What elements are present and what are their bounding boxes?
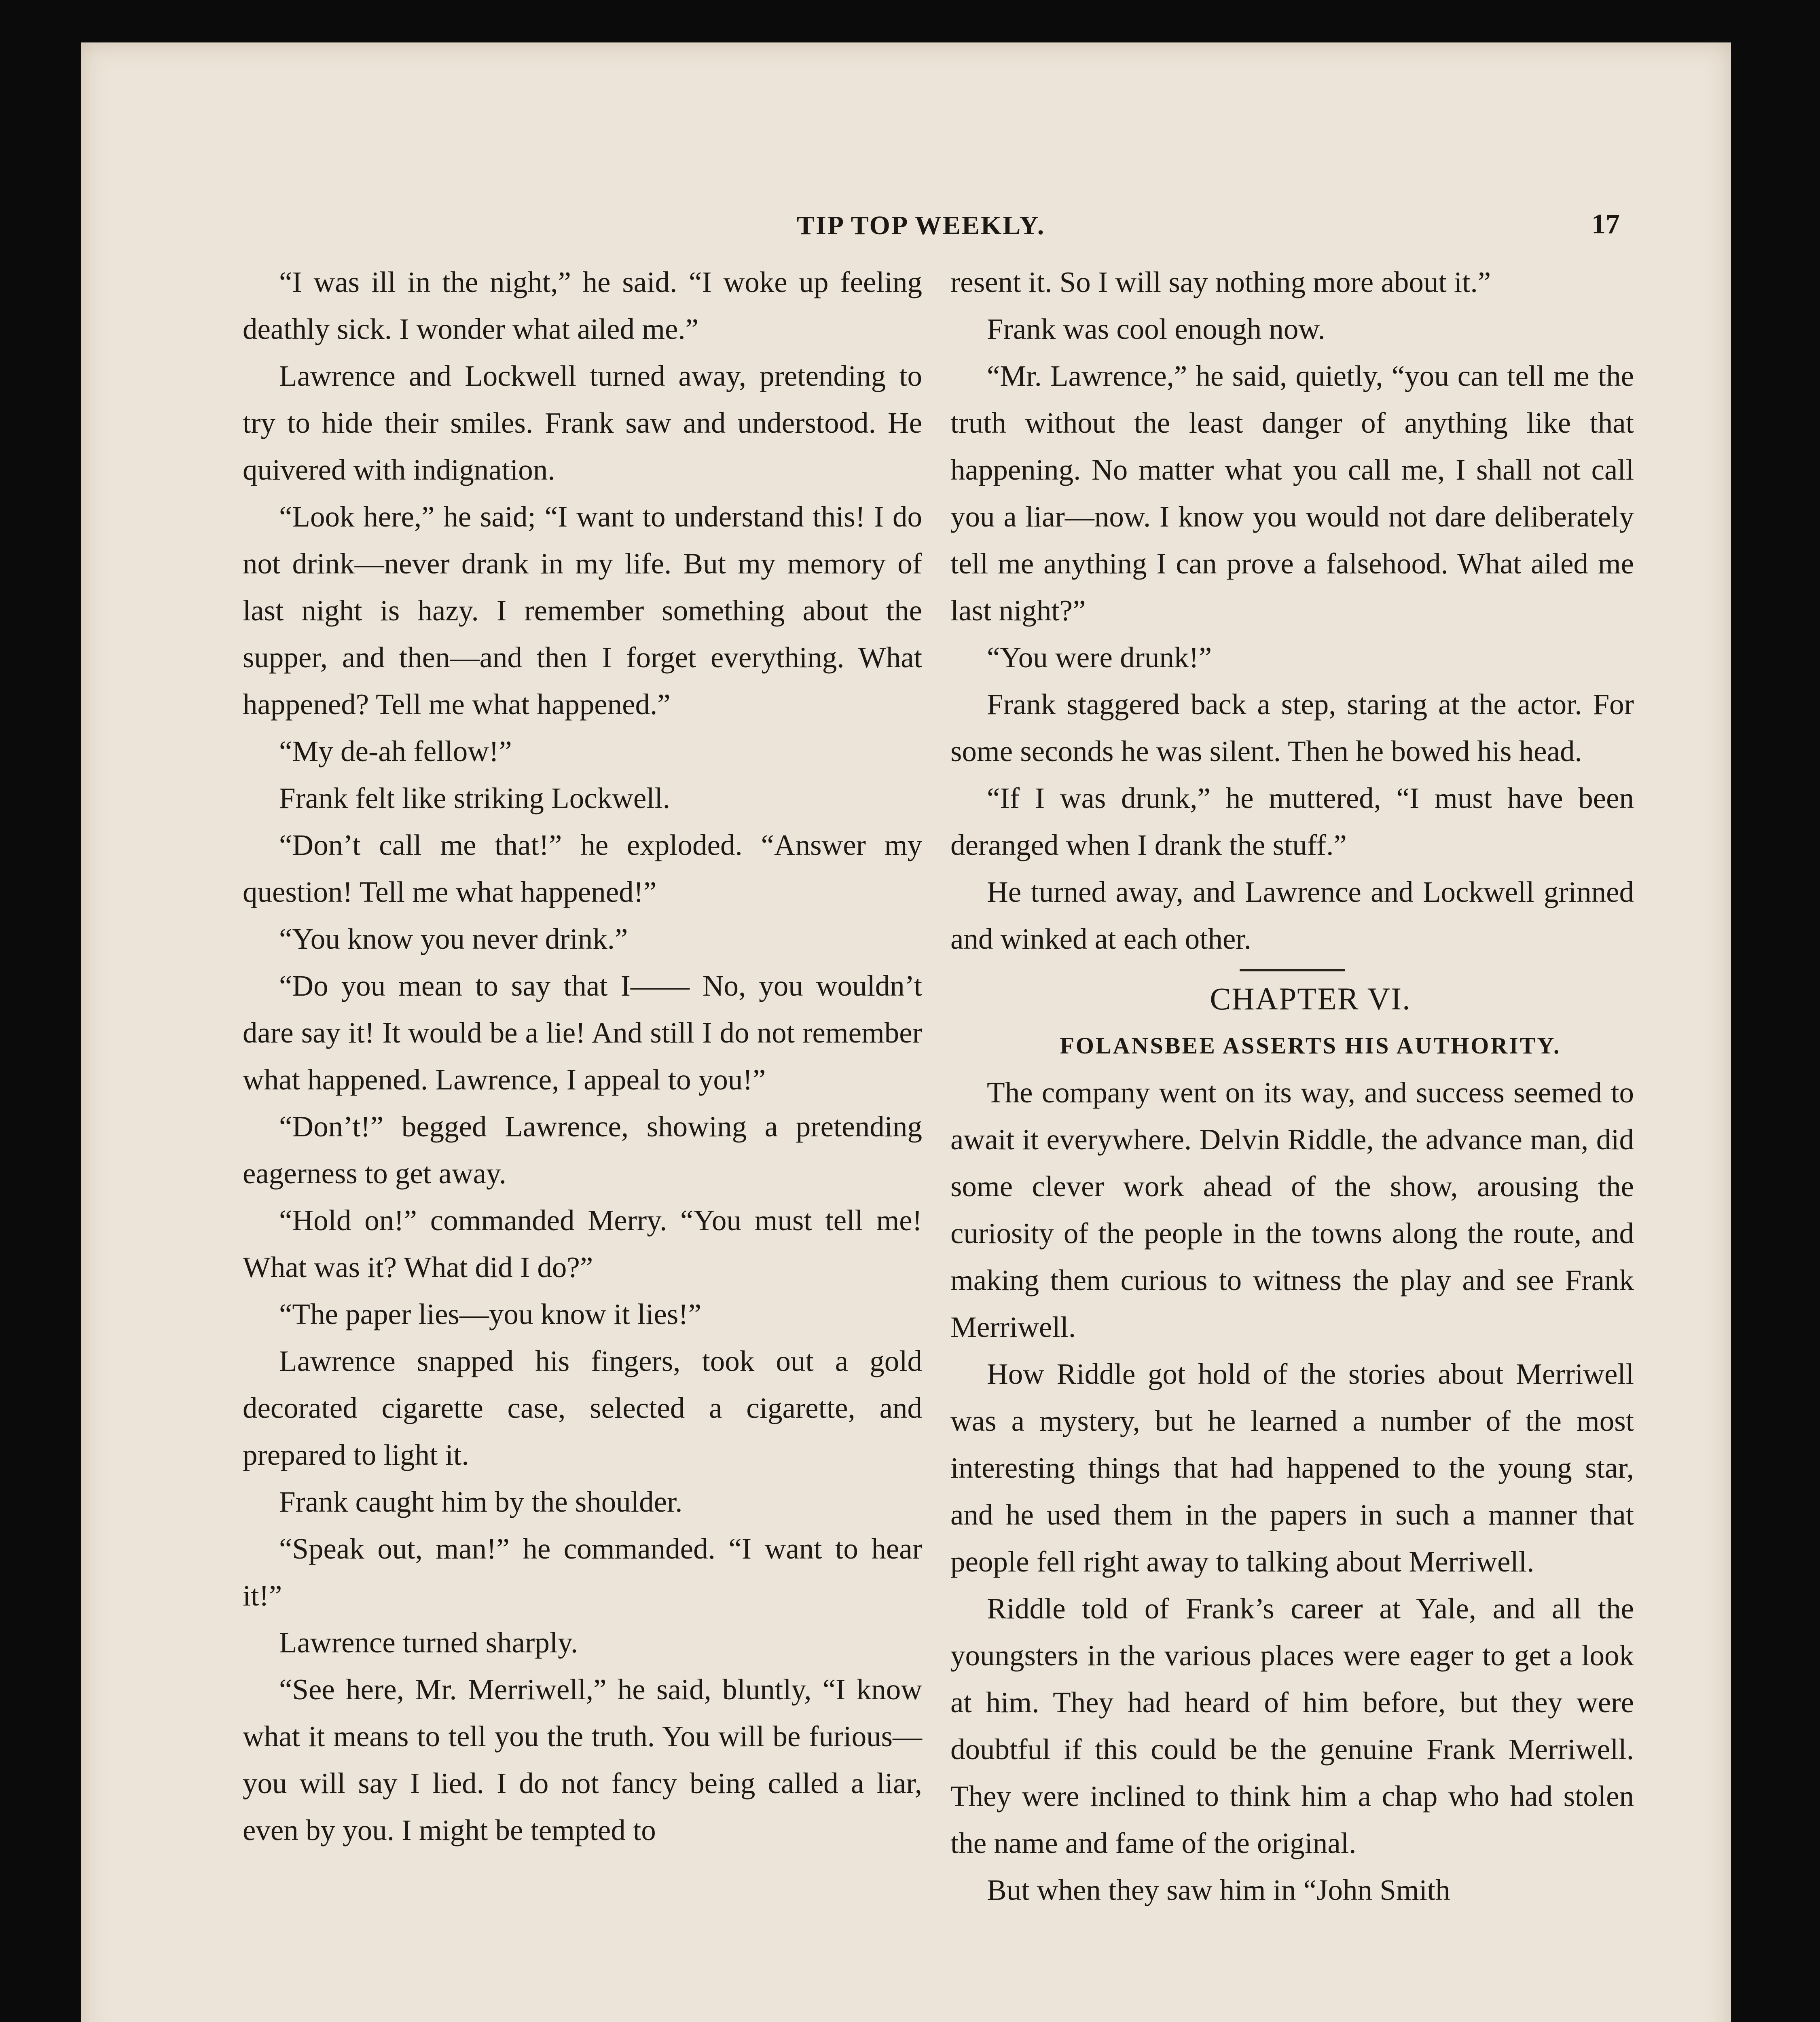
paragraph: “If I was drunk,” he muttered, “I must have been deranged when I drank the stuff.” (950, 782, 1634, 861)
paragraph: “You were drunk!” (987, 641, 1212, 674)
paragraph: “Mr. Lawrence,” he said, quietly, “you can tell me the truth without the least danger of anything like that happening. No matter what you call me, I shall not call you a liar—now. I know you would not dare deliberately tell me anything I can prove a falsehood. What ailed me last night?” (950, 360, 1634, 627)
paragraph: Frank was cool enough now. (987, 313, 1325, 345)
paragraph: Frank felt like striking Lockwell. (279, 782, 671, 814)
paragraph: “Speak out, man!” he commanded. “I want to hear it!” (243, 1532, 922, 1612)
left-text-column (243, 259, 922, 1854)
paragraph: resent it. So I will say nothing more about it.” (950, 266, 1491, 298)
paragraph: “The paper lies—you know it lies!” (279, 1298, 701, 1330)
paragraph: Lawrence snapped his fingers, took out a gold decorated cigarette case, selected a cigarette, and prepared to light it. (243, 1345, 922, 1471)
paragraph: Lawrence and Lockwell turned away, pretending to try to hide their smiles. Frank saw and understood. He quivered with indignation. (243, 360, 922, 486)
paragraph: Frank staggered back a step, staring at the actor. For some seconds he was silent. Then he bowed his head. (950, 688, 1634, 768)
page-header-title: TIP TOP WEEKLY. (797, 211, 1045, 240)
paragraph: “Don’t!” begged Lawrence, showing a pretending eagerness to get away. (243, 1110, 922, 1190)
paragraph: The company went on its way, and success seemed to await it everywhere. Delvin Riddle, the advance man, did some clever work ahead of the show, arousing the curiosity of the people in the towns along the route, and making them curious to witness the play and see Frank Merriwell. (950, 1076, 1634, 1343)
right-column-bottom-text (950, 1069, 1634, 1914)
paragraph: “Look here,” he said; “I want to understand this! I do not drink—never drank in my life. But my memory of last night is hazy. I remember something about the supper, and then—and then I forget everything. What happened? Tell me what happened.” (243, 500, 922, 721)
paragraph: “Don’t call me that!” he exploded. “Answer my question! Tell me what happened!” (243, 829, 922, 908)
paragraph: Frank caught him by the shoulder. (279, 1485, 683, 1518)
paragraph: How Riddle got hold of the stories about Merriwell was a mystery, but he learned a number of the most interesting things that had happened to the young star, and he used them in the papers in such a manner that people fell right away to talking about Merriwell. (950, 1358, 1634, 1578)
right-text-column (950, 259, 1634, 1914)
paragraph: But when they saw him in “John Smith (987, 1874, 1450, 1906)
paragraph: “I was ill in the night,” he said. “I woke up feeling deathly sick. I wonder what ailed me.” (243, 266, 922, 345)
paragraph: “See here, Mr. Merriwell,” he said, bluntly, “I know what it means to tell you the truth. You will be furious—you will say I lied. I do not fancy being called a liar, even by you. I might be tempted to (243, 1673, 922, 1846)
paragraph: “Hold on!” commanded Merry. “You must tell me! What was it? What did I do?” (243, 1204, 922, 1284)
chapter-subtitle: FOLANSBEE ASSERTS HIS AUTHORITY. (1060, 1032, 1561, 1059)
paragraph: Lawrence turned sharply. (279, 1626, 578, 1659)
paragraph: Riddle told of Frank’s career at Yale, and all the youngsters in the various places were eager to get a look at him. They had heard of him before, but they were doubtful if this could be the genuine Frank Merriwell. They were inclined to think him a chap who had stolen the name and fame of the original. (950, 1592, 1634, 1859)
paragraph: “My de-ah fellow!” (279, 735, 512, 768)
paragraph: “Do you mean to say that I—— No, you wouldn’t dare say it! It would be a lie! And still I do not remember what happened. Lawrence, I appeal to you!” (243, 969, 922, 1096)
paragraph: He turned away, and Lawrence and Lockwell grinned and winked at each other. (950, 876, 1634, 955)
page-number: 17 (1591, 209, 1620, 240)
paragraph: “You know you never drink.” (279, 922, 628, 955)
chapter-divider (1240, 969, 1345, 971)
right-column-top-text (950, 259, 1634, 962)
chapter-title: CHAPTER VI. (1210, 981, 1411, 1016)
